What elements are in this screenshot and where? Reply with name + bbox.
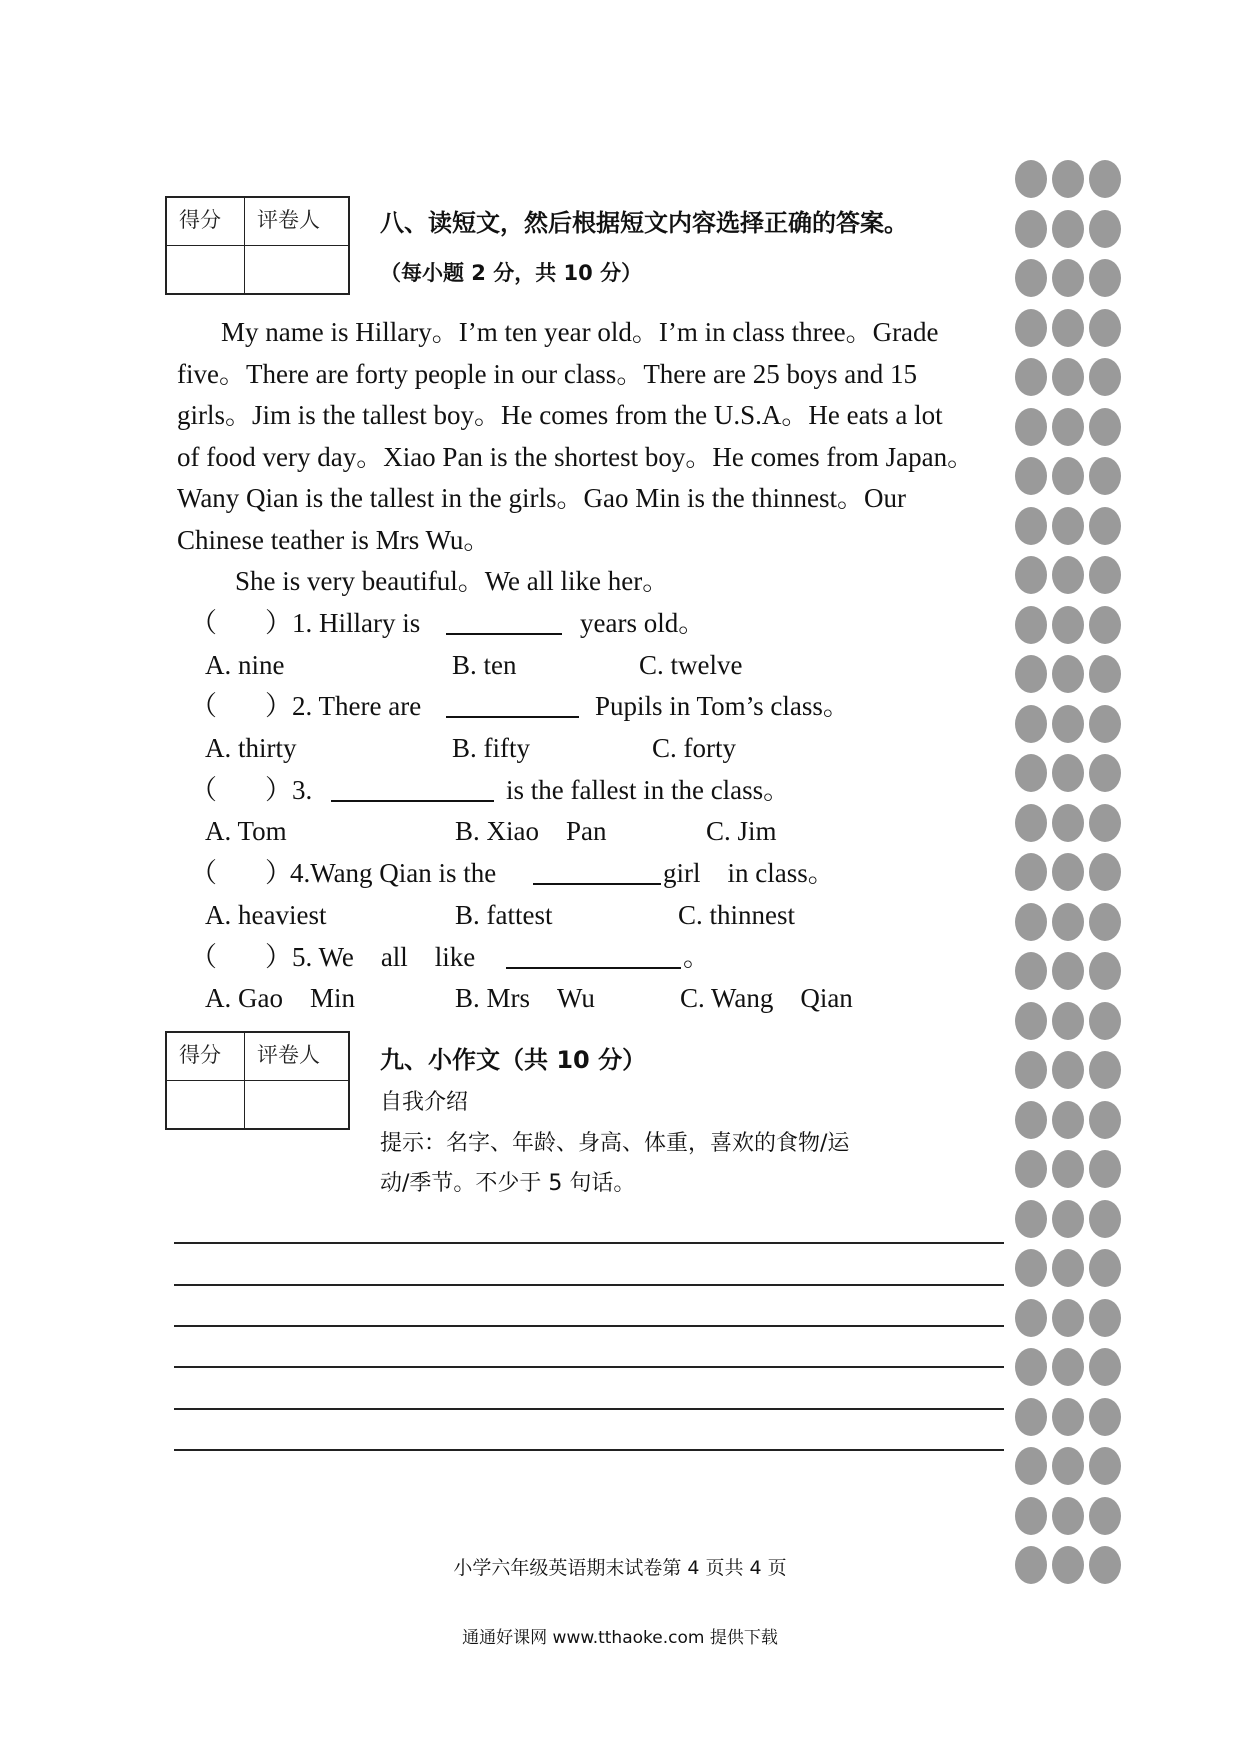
binding-dot — [1015, 754, 1047, 792]
binding-dot — [1052, 853, 1084, 891]
question-text: 1. Hillary is — [292, 608, 421, 638]
binding-dot — [1089, 358, 1121, 396]
option-c[interactable]: C. thinnest — [678, 900, 796, 930]
binding-dot — [1052, 1546, 1084, 1584]
binding-dot — [1015, 606, 1047, 644]
binding-dot — [1089, 1051, 1121, 1089]
options-4 — [205, 895, 905, 935]
option-a[interactable]: A. heaviest — [205, 900, 327, 930]
binding-dot — [1089, 853, 1121, 891]
passage-line: girls。Jim is the tallest boy。He comes from the U.S.A。He eats a lot — [177, 400, 943, 430]
writing-line[interactable] — [174, 1366, 1004, 1368]
option-c[interactable]: C. Wang Qian — [680, 983, 853, 1013]
options-5 — [205, 978, 905, 1018]
binding-dot — [1015, 1101, 1047, 1139]
answer-paren-open: （ — [190, 858, 217, 888]
binding-dot — [1015, 210, 1047, 248]
answer-blank[interactable] — [331, 770, 494, 813]
binding-dot — [1089, 1348, 1121, 1386]
binding-dot — [1089, 1200, 1121, 1238]
binding-dot — [1052, 1101, 1084, 1139]
binding-dot — [1052, 1447, 1084, 1485]
passage-line: My name is Hillary。I’m ten year old。I’m in class three。Grade — [221, 317, 939, 347]
binding-dot — [1052, 952, 1084, 990]
answer-paren-open: （ — [190, 775, 217, 805]
binding-dot — [1089, 259, 1121, 297]
option-a[interactable]: A. Gao Min — [205, 983, 355, 1013]
binding-dot — [1089, 1002, 1121, 1040]
options-1 — [205, 645, 905, 685]
binding-dot — [1089, 556, 1121, 594]
writing-line[interactable] — [174, 1408, 1004, 1410]
binding-dot — [1052, 210, 1084, 248]
binding-dot — [1015, 1497, 1047, 1535]
question-text-after: is the fallest in the class。 — [506, 775, 791, 805]
binding-dot — [1052, 1398, 1084, 1436]
binding-dot — [1015, 507, 1047, 545]
section8-title: 八、读短文，然后根据短文内容选择正确的答案。 — [380, 209, 908, 237]
binding-dot — [1015, 259, 1047, 297]
binding-dot — [1052, 1348, 1084, 1386]
section8-subtitle: （每小题 2 分，共 10 分） — [380, 261, 643, 285]
binding-dot — [1015, 1051, 1047, 1089]
source-footer: 通通好课网 www.tthaoke.com 提供下载 — [462, 1628, 778, 1648]
option-c[interactable]: C. twelve — [639, 650, 743, 680]
binding-dot — [1089, 1497, 1121, 1535]
binding-dot — [1015, 457, 1047, 495]
binding-dot — [1089, 457, 1121, 495]
binding-dot — [1089, 160, 1121, 198]
binding-dot — [1089, 1546, 1121, 1584]
binding-dot — [1052, 1497, 1084, 1535]
binding-dot — [1015, 556, 1047, 594]
binding-dot — [1015, 655, 1047, 693]
writing-line[interactable] — [174, 1449, 1004, 1451]
binding-dots — [1015, 160, 1125, 1600]
options-2 — [205, 728, 905, 768]
option-b[interactable]: B. Xiao Pan — [455, 816, 607, 846]
option-b[interactable]: B. fifty — [452, 733, 530, 763]
question-text: 5. We all like — [292, 942, 476, 972]
essay-hint-line1: 提示：名字、年龄、身高、体重，喜欢的食物/运 — [380, 1131, 850, 1156]
score-box[interactable] — [167, 1081, 245, 1128]
score-box[interactable] — [167, 246, 245, 293]
binding-dot — [1052, 804, 1084, 842]
binding-dot — [1089, 1398, 1121, 1436]
binding-dot — [1052, 507, 1084, 545]
passage-line: Chinese teather is Mrs Wu。 — [177, 524, 491, 555]
binding-dot — [1052, 1299, 1084, 1337]
binding-dot — [1015, 1546, 1047, 1584]
option-a[interactable]: A. nine — [205, 650, 285, 680]
binding-dot — [1015, 408, 1047, 446]
option-b[interactable]: B. Mrs Wu — [455, 983, 595, 1013]
score-label: 得分 — [167, 198, 245, 246]
passage-line: five。There are forty people in our class。There are 25 boys and 15 — [177, 358, 917, 389]
reading-passage — [177, 312, 1027, 603]
answer-paren-close: ） — [265, 858, 292, 888]
binding-dot — [1052, 408, 1084, 446]
binding-dot — [1015, 309, 1047, 347]
binding-dot — [1089, 606, 1121, 644]
binding-dot — [1089, 1150, 1121, 1188]
passage-line: of food very day。Xiao Pan is the shortest boy。He comes from Japan。 — [177, 441, 975, 472]
option-c[interactable]: C. Jim — [706, 816, 777, 846]
binding-dot — [1052, 606, 1084, 644]
binding-dot — [1052, 1150, 1084, 1188]
binding-dot — [1015, 1398, 1047, 1436]
reviewer-label: 评卷人 — [245, 1033, 348, 1081]
essay-hint-line2: 动/季节。不少于 5 句话。 — [380, 1171, 636, 1196]
binding-dot — [1089, 705, 1121, 743]
binding-dot — [1089, 507, 1121, 545]
answer-paren-close: ） — [265, 942, 292, 972]
binding-dot — [1052, 457, 1084, 495]
option-b[interactable]: B. ten — [452, 650, 517, 680]
reviewer-box[interactable] — [245, 246, 348, 293]
binding-dot — [1089, 309, 1121, 347]
question-text-after: Pupils in Tom’s class。 — [595, 691, 850, 721]
binding-dot — [1015, 853, 1047, 891]
binding-dot — [1089, 408, 1121, 446]
binding-dot — [1052, 1051, 1084, 1089]
binding-dot — [1052, 358, 1084, 396]
binding-dot — [1015, 1348, 1047, 1386]
binding-dot — [1015, 1200, 1047, 1238]
answer-paren-open: （ — [190, 691, 217, 721]
binding-dot — [1089, 903, 1121, 941]
binding-dot — [1089, 754, 1121, 792]
binding-dot — [1089, 210, 1121, 248]
binding-dot — [1015, 1299, 1047, 1337]
writing-line[interactable] — [174, 1325, 1004, 1327]
binding-dot — [1015, 705, 1047, 743]
binding-dot — [1015, 1249, 1047, 1287]
question-text-after: girl in class。 — [663, 858, 835, 888]
binding-dot — [1052, 160, 1084, 198]
binding-dot — [1052, 556, 1084, 594]
binding-dot — [1015, 1002, 1047, 1040]
binding-dot — [1089, 655, 1121, 693]
binding-dot — [1015, 1150, 1047, 1188]
writing-line[interactable] — [174, 1242, 1004, 1244]
binding-dot — [1052, 655, 1084, 693]
section9-title: 九、小作文（共 10 分） — [380, 1046, 647, 1074]
binding-dot — [1052, 754, 1084, 792]
answer-blank[interactable] — [533, 853, 661, 896]
option-b[interactable]: B. fattest — [455, 900, 553, 930]
writing-line[interactable] — [174, 1284, 1004, 1286]
binding-dot — [1089, 1101, 1121, 1139]
essay-topic: 自我介绍 — [380, 1090, 469, 1115]
binding-dot — [1089, 1447, 1121, 1485]
question-text-after: 。 — [683, 942, 710, 972]
answer-blank[interactable] — [446, 603, 562, 646]
question-text: 4.Wang Qian is the — [290, 858, 497, 888]
binding-dot — [1052, 259, 1084, 297]
binding-dot — [1052, 705, 1084, 743]
binding-dot — [1052, 309, 1084, 347]
question-text-after: years old。 — [580, 608, 706, 638]
options-3 — [205, 811, 905, 851]
binding-dot — [1052, 1002, 1084, 1040]
binding-dot — [1089, 952, 1121, 990]
option-a[interactable]: A. thirty — [205, 733, 297, 763]
answer-paren-open: （ — [190, 608, 217, 638]
passage-line: Wany Qian is the tallest in the girls。Gao Min is the thinnest。Our — [177, 483, 906, 513]
binding-dot — [1089, 1299, 1121, 1337]
binding-dot — [1015, 1447, 1047, 1485]
binding-dot — [1052, 1200, 1084, 1238]
score-label: 得分 — [167, 1033, 245, 1081]
answer-paren-open: （ — [190, 942, 217, 972]
page-footer: 小学六年级英语期末试卷第 4 页共 4 页 — [453, 1557, 787, 1579]
score-table-section9 — [165, 1031, 350, 1130]
binding-dot — [1015, 160, 1047, 198]
binding-dot — [1089, 804, 1121, 842]
passage-line: She is very beautiful。We all like her。 — [235, 566, 670, 596]
question-text: 2. There are — [292, 691, 422, 721]
binding-dot — [1052, 1249, 1084, 1287]
binding-dot — [1015, 903, 1047, 941]
binding-dot — [1089, 1249, 1121, 1287]
answer-paren-close: ） — [265, 691, 292, 721]
binding-dot — [1015, 358, 1047, 396]
answer-blank[interactable] — [506, 937, 681, 980]
option-a[interactable]: A. Tom — [205, 816, 287, 846]
option-c[interactable]: C. forty — [652, 733, 736, 763]
reviewer-label: 评卷人 — [245, 198, 348, 246]
score-table-section8 — [165, 196, 350, 295]
answer-blank[interactable] — [446, 686, 579, 729]
answer-paren-close: ） — [265, 775, 292, 805]
binding-dot — [1052, 903, 1084, 941]
binding-dot — [1015, 804, 1047, 842]
answer-paren-close: ） — [265, 608, 292, 638]
reviewer-box[interactable] — [245, 1081, 348, 1128]
binding-dot — [1015, 952, 1047, 990]
question-text: 3. — [292, 775, 313, 805]
